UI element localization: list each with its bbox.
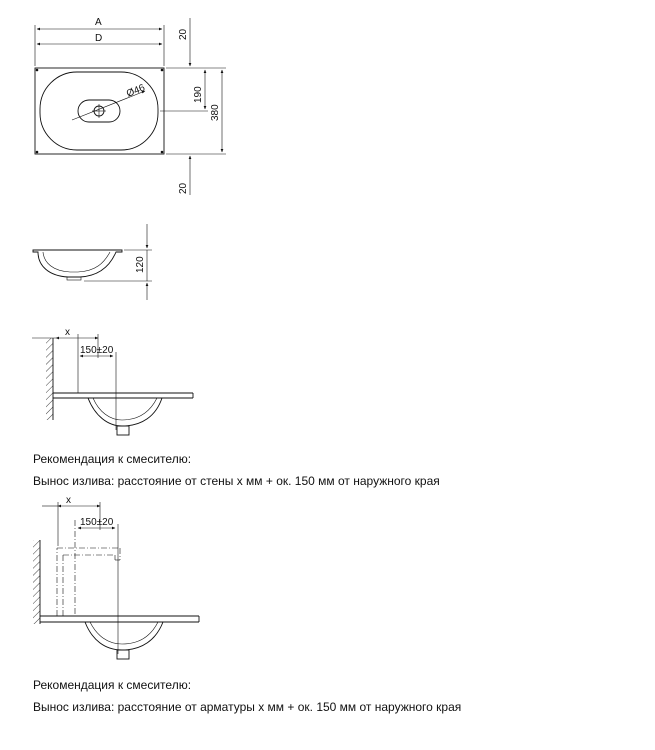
wall-view-1 [32, 327, 193, 435]
side-view [33, 224, 152, 300]
drain-pipe [117, 426, 129, 435]
dim-190-label: 190 [193, 86, 204, 103]
dim-20-top-label: 20 [178, 28, 189, 40]
bowl-section-2 [85, 622, 163, 650]
dim-spout-label-1: 150±20 [80, 345, 114, 356]
wall-hatch [46, 338, 53, 420]
dim-x-label-1: x [65, 327, 70, 338]
recommendation-heading-1: Рекомендация к смесителю: [33, 452, 192, 466]
dim-x-label-2: x [66, 495, 71, 506]
dim-a-label: A [95, 17, 102, 28]
wall-view-2 [33, 495, 199, 659]
dim-d-label: D [95, 33, 103, 44]
dim-height-label: 120 [135, 256, 146, 273]
drain-pipe-2 [117, 650, 129, 659]
drain-diameter-label: Ø46 [125, 82, 147, 100]
dim-380-label: 380 [210, 104, 221, 121]
dim-20-bottom-label: 20 [178, 182, 189, 194]
top-view [35, 17, 226, 195]
wall-hatch-2 [33, 540, 40, 624]
recommendation-caption-1: Вынос излива: расстояние от стены x мм + ок. 150 мм от наружного края [33, 474, 440, 488]
recommendation-caption-2: Вынос излива: расстояние от арматуры x мм + ок. 150 мм от наружного края [33, 700, 462, 714]
recommendation-heading-2: Рекомендация к смесителю: [33, 678, 192, 692]
dim-spout-label-2: 150±20 [80, 517, 114, 528]
bowl-section [88, 398, 162, 426]
